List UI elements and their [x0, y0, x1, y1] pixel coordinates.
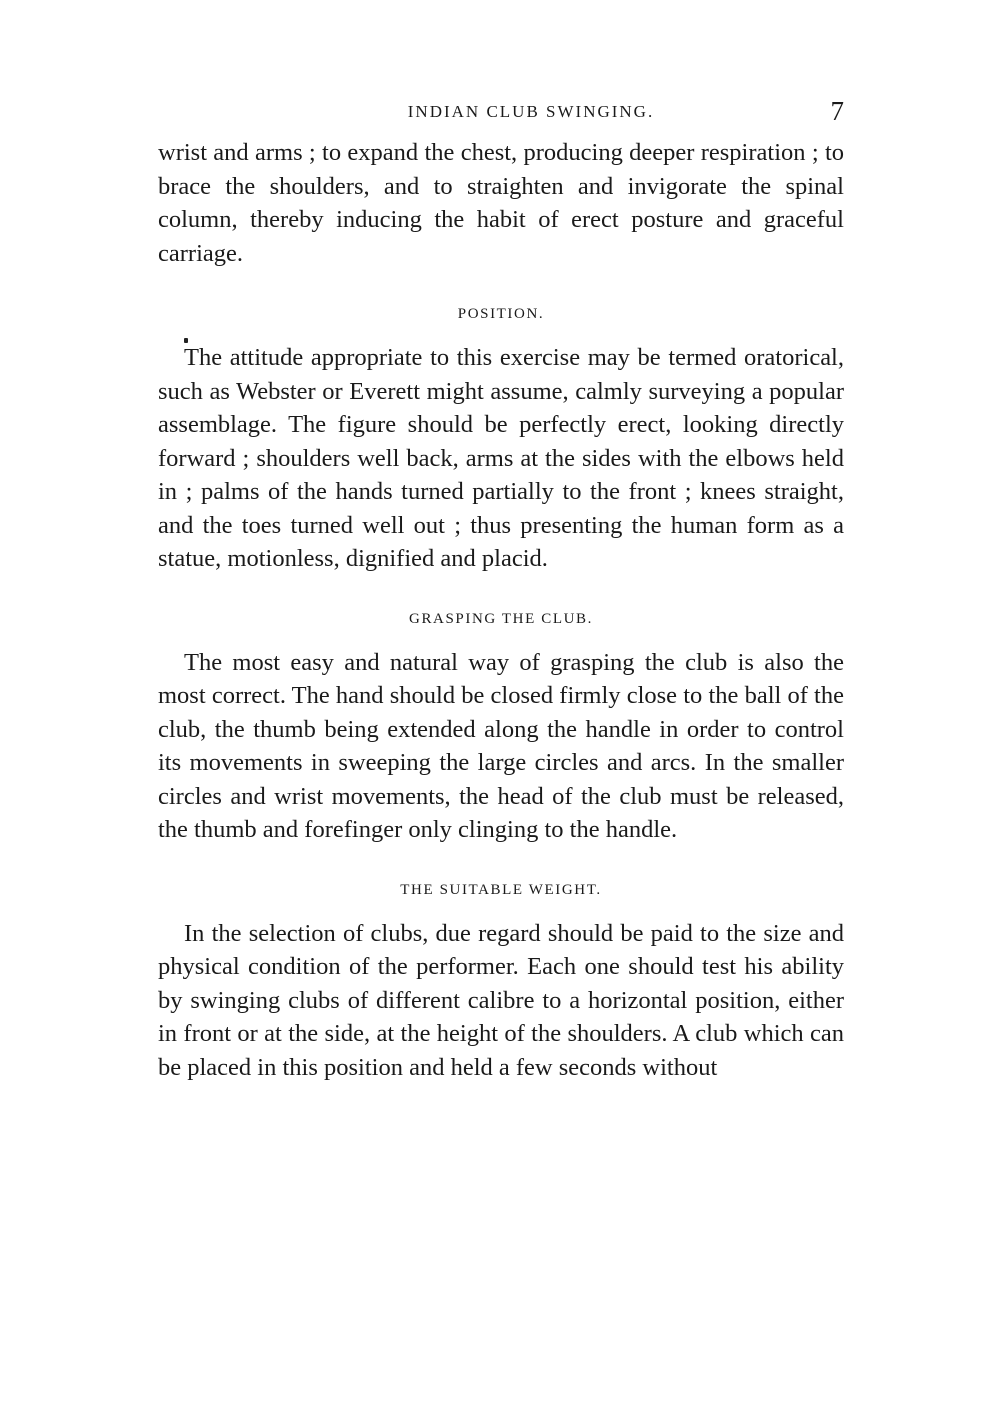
running-header: [158, 96, 844, 136]
running-title: INDIAN CLUB SWINGING.: [407, 102, 655, 121]
section-paragraph-the-suitable-weight: In the selection of clubs, due regard should be paid to the size and physical condition of the performer. Each one should test his ability by swinging clubs of different calibre to a horizontal position, either in front or at the side, at the height of the shoulders. A club which can be placed in this position and held a few seconds without: [158, 919, 844, 1081]
section-heading-grasping-the-club: GRASPING THE CLUB.: [409, 610, 593, 627]
section-paragraph-grasping-the-club: The most easy and natural way of grasping the club is also the most correct. The hand should be closed firmly close to the ball of the club, the thumb being extended along the handle in order to control its movements in sweeping the large circles and arcs. In the smaller circles and wrist movements, the head of the club must be released, the thumb and forefinger only clinging to the handle.: [158, 648, 844, 843]
section-paragraph-position: The attitude appropriate to this exercise may be termed oratorical, such as Webster or Everett might assume, calmly surveying a popular assemblage. The figure should be perfectly erect, looking directly forward ; shoulders well back, arms at the sides with the elbows held in ; palms of the hands turned partially to the front ; knees straight, and the toes turned well out ; thus presenting the human form as a statue, motionless, dignified and placid.: [158, 344, 844, 572]
section-heading-the-suitable-weight: THE SUITABLE WEIGHT.: [400, 881, 602, 898]
page-number: 7: [830, 96, 844, 126]
print-speck: [184, 338, 188, 343]
book-page: [158, 96, 844, 1084]
section-heading-position: POSITION.: [457, 306, 545, 322]
continuation-paragraph: wrist and arms ; to expand the chest, producing deeper respiration ; to brace the shoulders, and to straighten and invigorate the spinal column, thereby inducing the habit of erect posture and graceful carriage.: [158, 139, 844, 267]
